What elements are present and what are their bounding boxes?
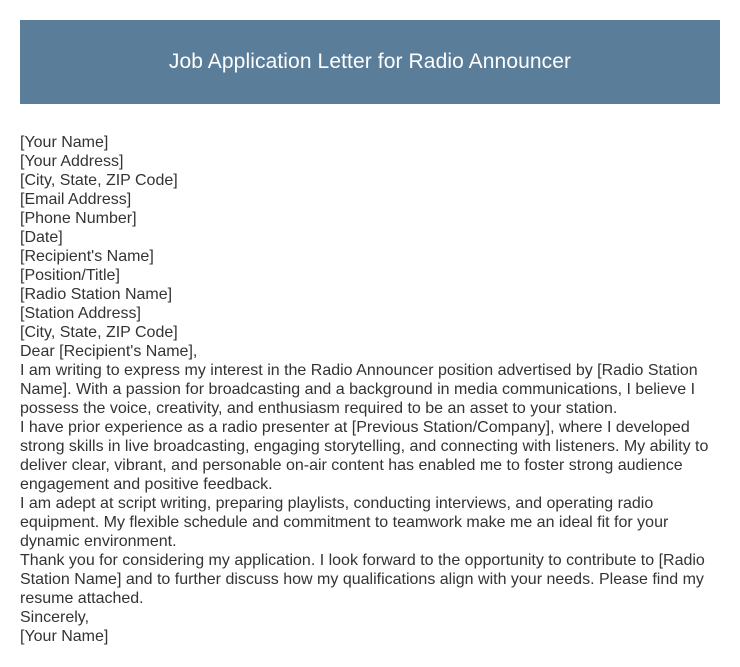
sender-phone: [Phone Number]	[20, 210, 137, 227]
body-paragraph-skills: I am adept at script writing, preparing playlists, conducting interviews, and operating radio equipment. My flexible schedule and commitment to teamwork make me an ideal fit for your dynamic environment.	[20, 495, 669, 550]
recipient-city-state-zip: [City, State, ZIP Code]	[20, 324, 178, 341]
body-paragraph-closing: Thank you for considering my application. I look forward to the opportunity to contribute to [Radio Station Name] and to further discuss how my qualifications align with your needs. Please find my resume attached.	[20, 552, 705, 607]
signature: [Your Name]	[20, 628, 109, 645]
page-title: Job Application Letter for Radio Announcer	[168, 50, 572, 73]
letter-header	[20, 20, 720, 104]
closing: Sincerely,	[20, 609, 90, 626]
recipient-address: [Station Address]	[20, 305, 141, 322]
letter-body	[20, 133, 720, 646]
recipient-position: [Position/Title]	[20, 267, 120, 284]
sender-block	[20, 133, 720, 247]
letter-date: [Date]	[20, 229, 63, 246]
body-paragraph-intro: I am writing to express my interest in the Radio Announcer position advertised by [Radio Station Name]. With a passion for broadcasting and a background in media communications, I believe I possess the voice, creativity, and enthusiasm required to be an asset to your station.	[20, 362, 698, 417]
salutation: Dear [Recipient's Name],	[20, 343, 198, 360]
recipient-block	[20, 247, 720, 342]
recipient-name: [Recipient's Name]	[20, 248, 154, 265]
sender-name: [Your Name]	[20, 134, 109, 151]
sender-city-state-zip: [City, State, ZIP Code]	[20, 172, 178, 189]
recipient-station: [Radio Station Name]	[20, 286, 173, 303]
sender-email: [Email Address]	[20, 191, 132, 208]
sender-address: [Your Address]	[20, 153, 124, 170]
body-paragraph-experience: I have prior experience as a radio presenter at [Previous Station/Company], where I developed strong skills in live broadcasting, engaging storytelling, and connecting with listeners. My ability to deliver clear, vibrant, and personable on-air content has enabled me to foster strong audience engagement and positive feedback.	[20, 419, 709, 493]
